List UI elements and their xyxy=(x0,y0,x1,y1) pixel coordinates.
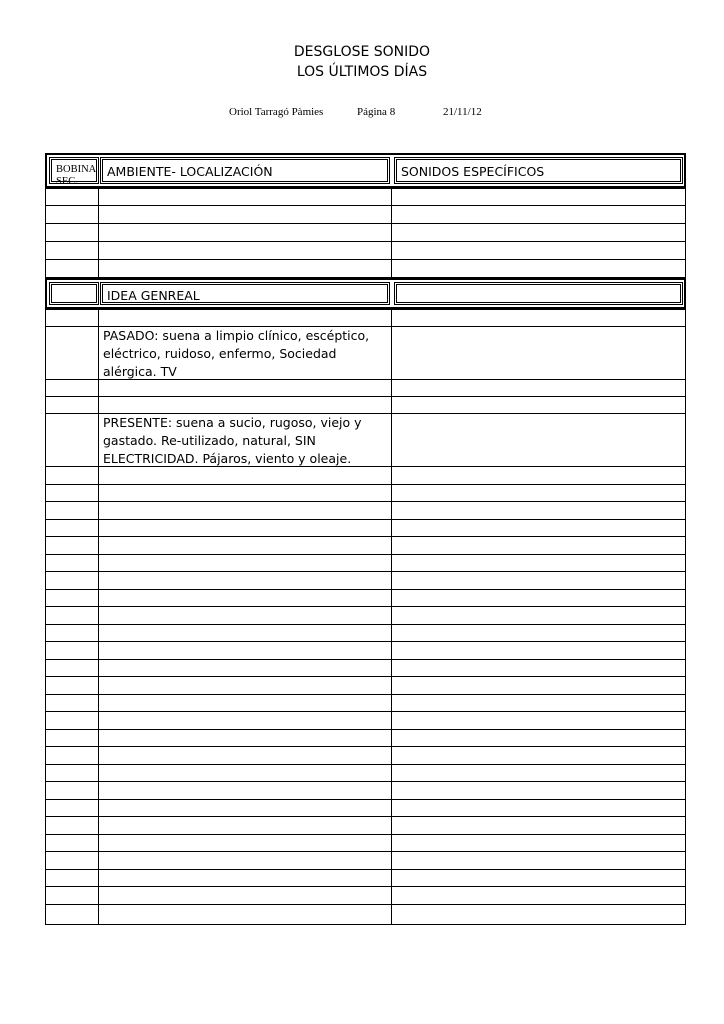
table-row xyxy=(45,555,686,572)
table-row xyxy=(45,817,686,835)
table-row xyxy=(45,660,686,677)
table-row xyxy=(45,695,686,712)
col-bobina-label: BOBINA SEC. xyxy=(56,164,97,187)
presente-text: PRESENTE: suena a sucio, rugoso, viejo y gastado. Re-utilizado, natural, SIN ELECTRICIDAD. Pájaros, viento y oleaje. xyxy=(103,415,362,466)
table-row xyxy=(45,502,686,520)
document-title xyxy=(0,42,724,82)
table-row xyxy=(45,642,686,660)
section-label: IDEA GENREAL xyxy=(107,288,200,303)
table-row xyxy=(45,870,686,887)
table-row-pasado xyxy=(45,327,686,380)
table-row xyxy=(45,260,686,278)
table-row xyxy=(45,572,686,590)
table-row xyxy=(45,520,686,537)
page-number: Página 8 xyxy=(357,106,396,118)
section-label-cell xyxy=(100,282,390,305)
table-row xyxy=(45,712,686,730)
pasado-text: PASADO: suena a limpio clínico, escéptico, eléctrico, ruidoso, enfermo, Sociedad alérgica. TV xyxy=(103,328,370,379)
table-row xyxy=(45,224,686,242)
table-row xyxy=(45,730,686,747)
table-row xyxy=(45,765,686,782)
header-cell-sonidos xyxy=(394,157,683,184)
table-header-row xyxy=(45,153,686,188)
table-row xyxy=(45,800,686,817)
header-cell-ambiente xyxy=(100,157,390,184)
table-row xyxy=(45,905,686,925)
section-row-idea-general xyxy=(45,278,686,309)
table-row xyxy=(45,747,686,765)
title-line-1: DESGLOSE SONIDO xyxy=(293,44,431,60)
breakdown-table xyxy=(45,153,686,926)
document-date: 21/11/12 xyxy=(443,106,482,118)
table-row xyxy=(45,397,686,414)
table-row xyxy=(45,852,686,870)
author-name: Oriol Tarragó Pàmies xyxy=(229,106,324,118)
table-row xyxy=(45,625,686,642)
table-row xyxy=(45,835,686,852)
table-row xyxy=(45,537,686,555)
document-meta xyxy=(0,106,724,122)
col-sonidos-label: SONIDOS ESPECÍFICOS xyxy=(401,164,545,179)
table-row xyxy=(45,887,686,905)
table-row xyxy=(45,782,686,800)
table-row-presente xyxy=(45,414,686,467)
table-row xyxy=(45,188,686,206)
table-row xyxy=(45,607,686,625)
title-line-2: LOS ÚLTIMOS DÍAS xyxy=(296,64,428,80)
col-ambiente-label: AMBIENTE- LOCALIZACIÓN xyxy=(107,164,273,179)
table-row xyxy=(45,467,686,485)
header-cell-bobina xyxy=(49,157,99,187)
table-row xyxy=(45,485,686,502)
table-row xyxy=(45,206,686,224)
table-row xyxy=(45,309,686,327)
table-row xyxy=(45,590,686,607)
table-row xyxy=(45,677,686,695)
table-row xyxy=(45,380,686,397)
table-row xyxy=(45,242,686,260)
